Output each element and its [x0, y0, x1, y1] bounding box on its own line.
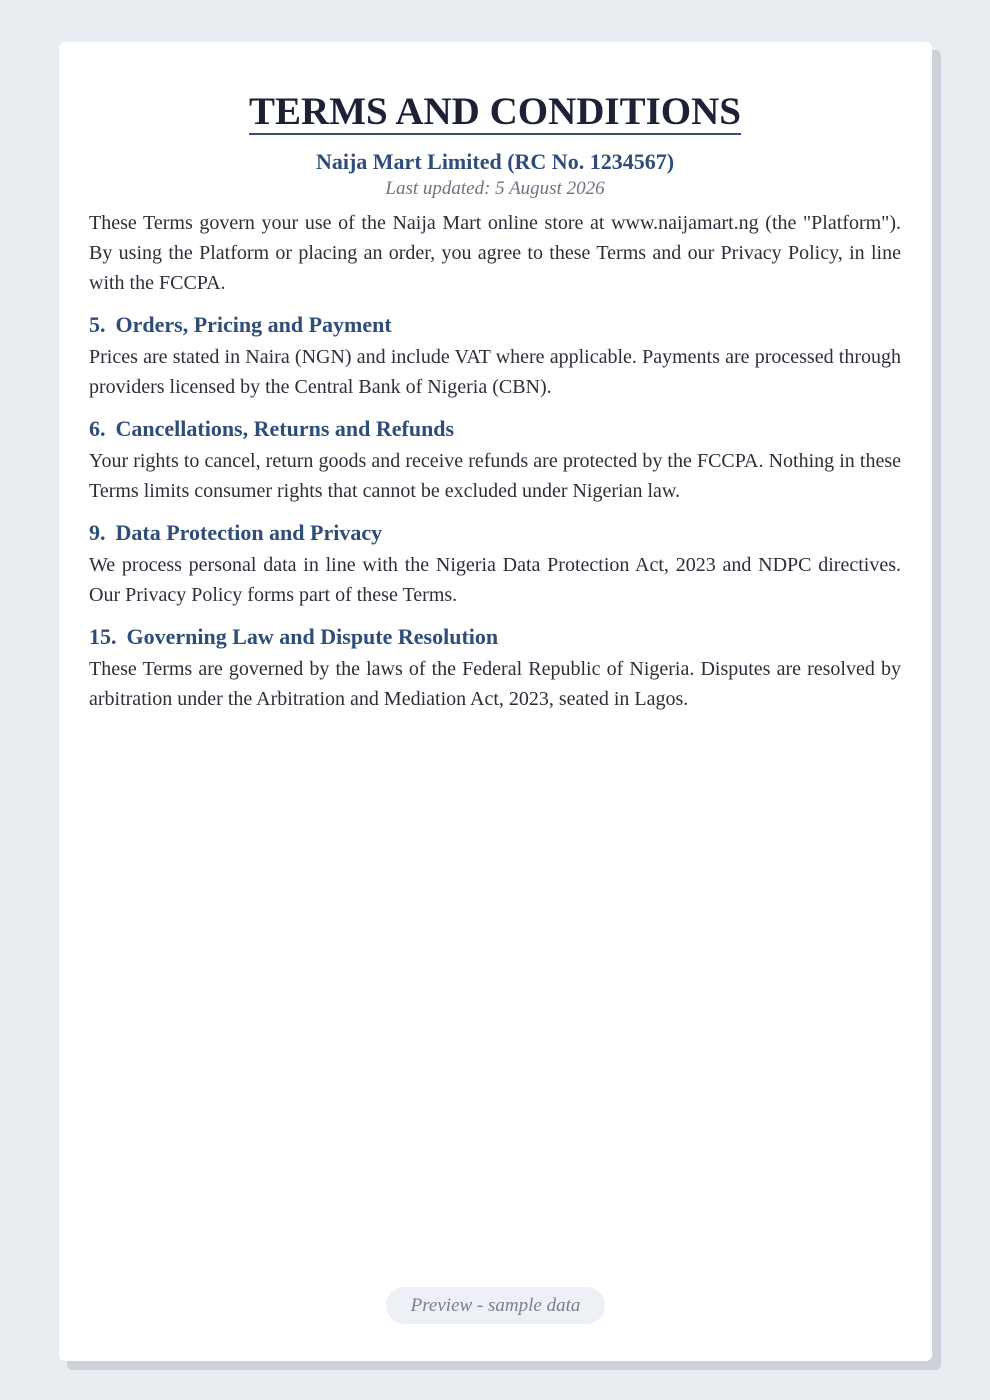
section-title: Governing Law and Dispute Resolution — [126, 624, 499, 649]
section-title: Orders, Pricing and Payment — [115, 312, 392, 337]
title-wrap — [89, 92, 901, 135]
section-title: Cancellations, Returns and Refunds — [115, 416, 455, 441]
section-title: Data Protection and Privacy — [115, 520, 383, 545]
section-number: 9. — [89, 520, 106, 545]
section-heading — [89, 310, 901, 340]
section-body: Prices are stated in Naira (NGN) and include VAT where applicable. Payments are processed through providers licensed by the Central Bank of Nigeria (CBN). — [89, 346, 901, 398]
last-updated-date: Last updated: 5 August 2026 — [385, 178, 605, 199]
section-orders-pricing-payment — [89, 310, 901, 402]
document-page — [59, 42, 932, 1361]
section-data-protection-privacy — [89, 518, 901, 610]
section-cancellations-returns-refunds — [89, 414, 901, 506]
section-heading — [89, 518, 901, 548]
section-heading — [89, 622, 901, 652]
section-governing-law-dispute-resolution — [89, 622, 901, 714]
section-body: We process personal data in line with the Nigeria Data Protection Act, 2023 and NDPC directives. Our Privacy Policy forms part of these Terms. — [89, 554, 901, 606]
section-body: Your rights to cancel, return goods and receive refunds are protected by the FCCPA. Nothing in these Terms limits consumer rights that cannot be excluded under Nigerian law. — [89, 450, 901, 502]
intro-paragraph: These Terms govern your use of the Naija Mart online store at www.naijamart.ng (the "Platform"). By using the Platform or placing an order, you agree to these Terms and our Privacy Policy, in line with the FCCPA. — [89, 212, 901, 294]
company-name: Naija Mart Limited (RC No. 1234567) — [315, 149, 675, 174]
section-number: 5. — [89, 312, 106, 337]
preview-badge: Preview - sample data — [386, 1287, 605, 1324]
section-heading — [89, 414, 901, 444]
section-number: 15. — [89, 624, 117, 649]
section-number: 6. — [89, 416, 106, 441]
document-title: TERMS AND CONDITIONS — [249, 90, 741, 133]
section-body: These Terms are governed by the laws of the Federal Republic of Nigeria. Disputes are resolved by arbitration under the Arbitration and Mediation Act, 2023, seated in Lagos. — [89, 658, 901, 710]
